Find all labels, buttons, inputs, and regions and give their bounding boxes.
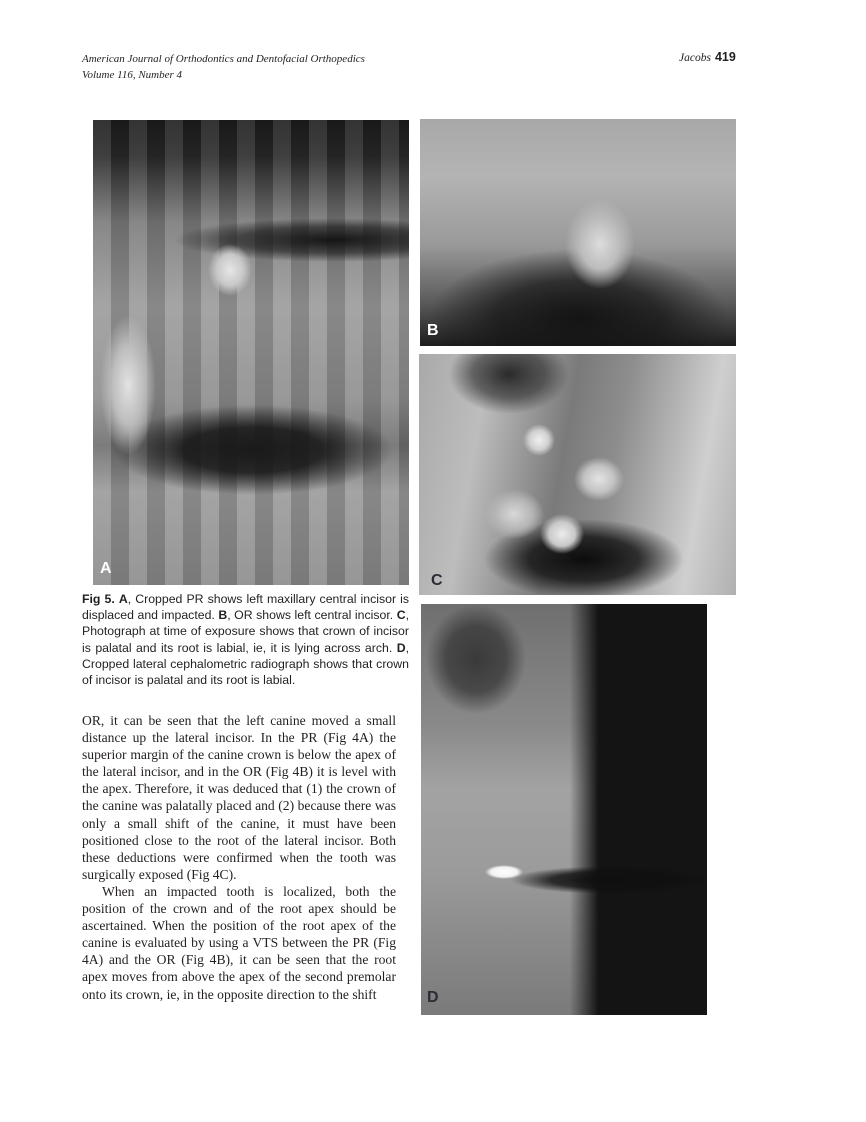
panel-label-a: A xyxy=(100,560,112,577)
author-name: Jacobs xyxy=(679,52,711,64)
caption-key-a: A xyxy=(118,592,128,606)
caption-text-a: , Cropped PR shows left maxillary central incisor is displaced and impacted. xyxy=(82,592,410,623)
panel-label-c: C xyxy=(431,572,443,589)
body-paragraph: When an impacted tooth is localized, both the position of the crown and of the root apex should be ascertained. When the position of the root apex of the canine is evaluated by using a VTS between the PR (Fig 4A) and the OR (Fig 4B), it can be seen that the root apex moves from above the apex of the second premolar onto its crown, ie, in the opposite direction to the shift xyxy=(82,883,396,1002)
caption-key-b: B xyxy=(218,608,228,623)
body-text-column xyxy=(82,712,396,1003)
figure-panel-d-cephalometric-radiograph xyxy=(421,604,707,1015)
figure-panel-a-panoramic-radiograph xyxy=(93,120,409,585)
running-header-right xyxy=(679,50,736,64)
caption-text-d: , Cropped lateral cephalometric radiograph shows that crown of incisor is palatal and its root is labial. xyxy=(82,640,409,688)
page-number: 419 xyxy=(714,50,736,64)
volume-number: Volume 116, Number 4 xyxy=(82,69,183,81)
caption-text-b: , OR shows left central incisor. xyxy=(227,608,397,623)
caption-fig-label: Fig 5. xyxy=(82,592,115,606)
panel-label-d: D xyxy=(427,989,439,1006)
body-paragraph: OR, it can be seen that the left canine moved a small distance up the lateral incisor. In the PR (Fig 4A) the superior margin of the canine crown is below the apex of the lateral incisor, and in the OR (Fig 4B) it is level with the apex. Therefore, it was deduced that (1) the crown of the canine was palatally placed and (2) because there was only a small shift of the canine, it must have been positioned close to the root of the lateral incisor. Both these deductions were confirmed when the tooth was surgically exposed (Fig 4C). xyxy=(82,713,396,882)
panel-label-b: B xyxy=(427,322,439,339)
journal-title: American Journal of Orthodontics and Dentofacial Orthopedics xyxy=(82,53,365,65)
figure-caption xyxy=(82,591,409,688)
figure-panel-c-photograph xyxy=(419,354,736,595)
figure-panel-b-occlusal-radiograph xyxy=(420,119,736,346)
caption-text-c: , Photograph at time of exposure shows that crown of incisor is palatal and its root is labial, ie, it is lying across arch. xyxy=(82,608,409,655)
caption-key-d: D xyxy=(396,640,406,655)
running-header-left xyxy=(82,51,365,83)
caption-key-c: C xyxy=(396,608,406,623)
